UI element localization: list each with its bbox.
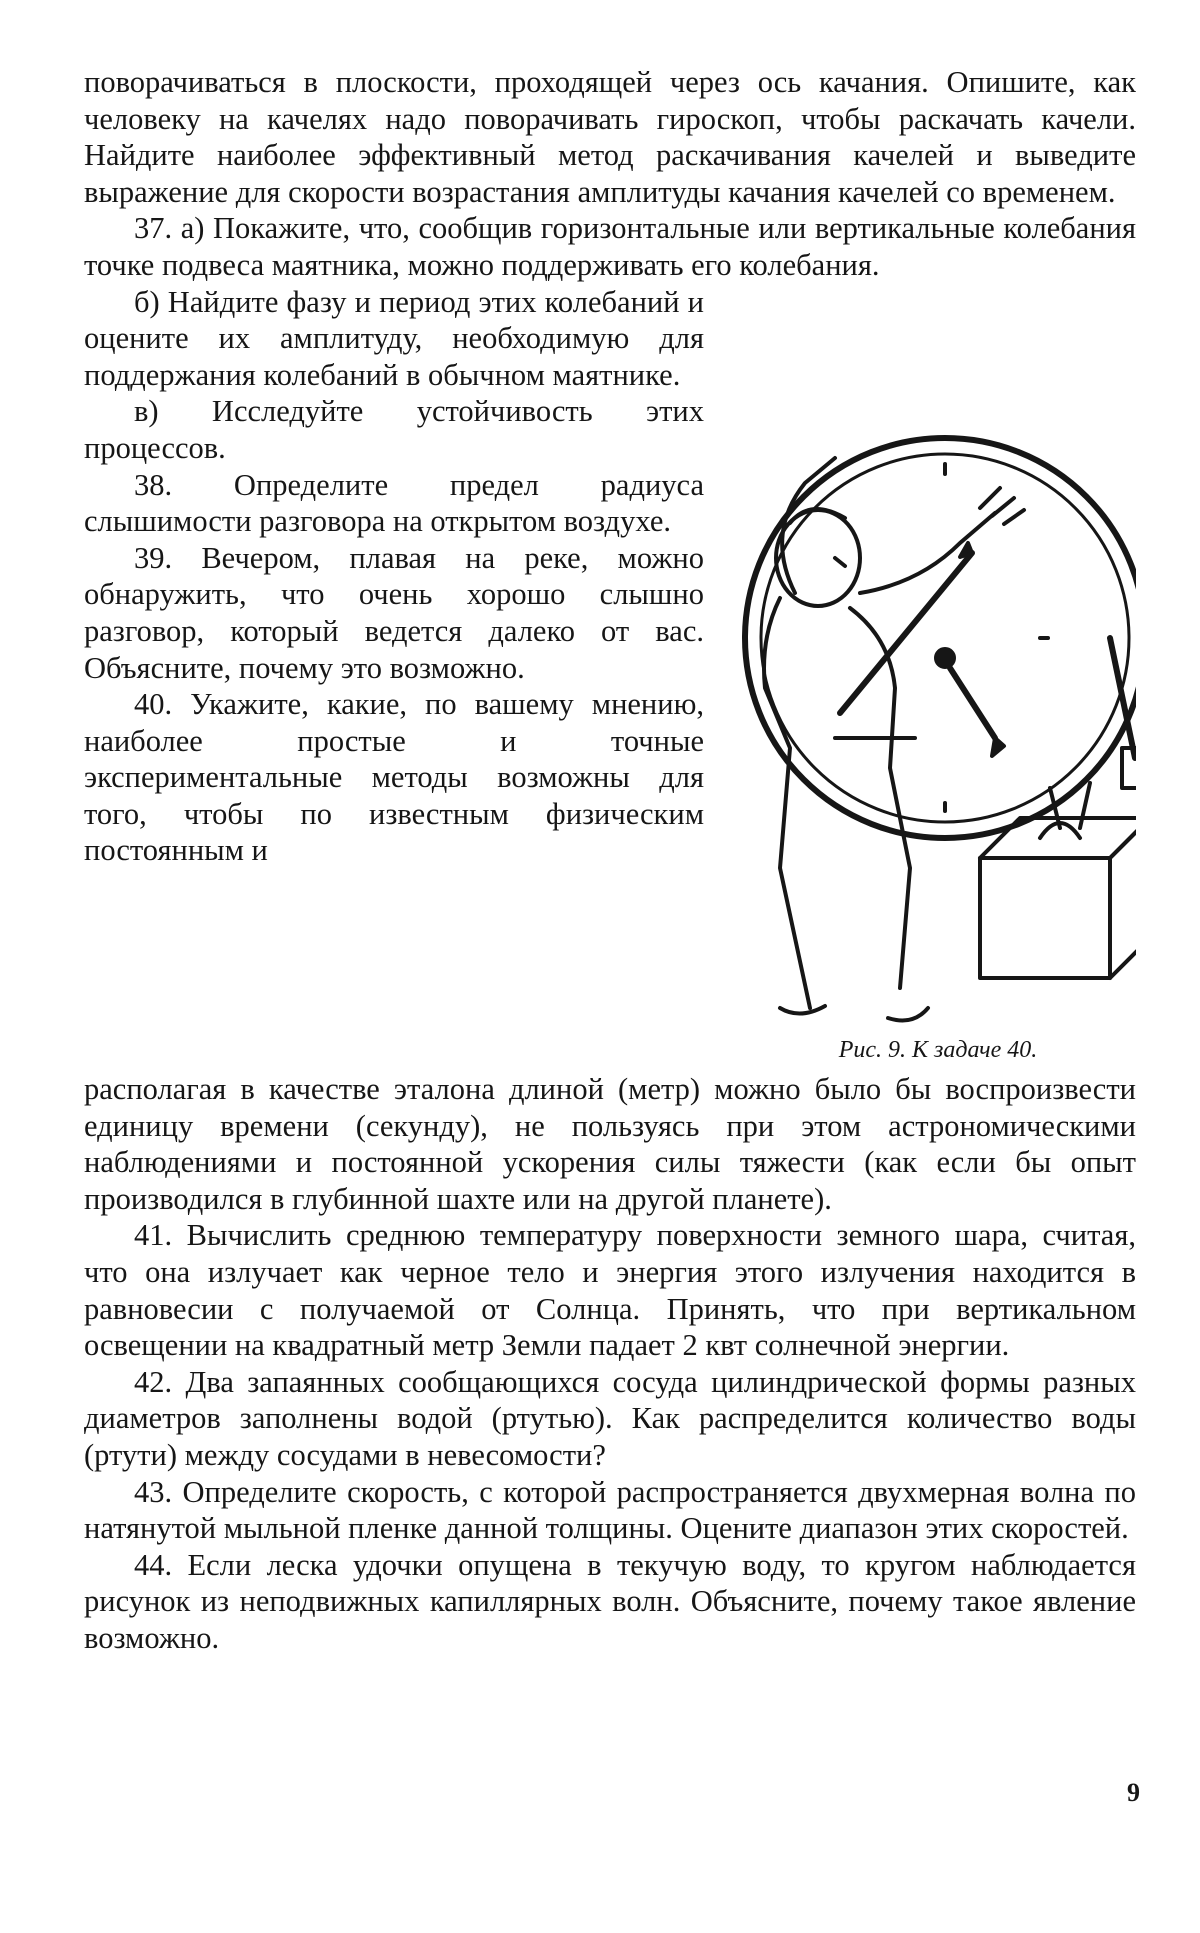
- problem-41: 41. Вычислить среднюю температуру поверхности земного шара, считая, что она излучает как черное тело и энергия этого излучения находится в равновесии с получаемой от Солнца. Принять, что при вертикальном освещении на квадратный метр Земли падает 2 квт солнечной энергии.: [84, 1218, 1136, 1363]
- page-number: 9: [1127, 1778, 1140, 1807]
- figure-caption: Рис. 9. К задаче 40.: [838, 1037, 1038, 1063]
- problem-40-start: 40. Укажите, какие, по вашему мнению, наиболее простые и точные экспериментальные методы возможны для того, чтобы по известным физическим постоянным и: [84, 687, 704, 868]
- worker-adjusting-clock-illustration: [740, 408, 1136, 1026]
- problem-37c: в) Исследуйте устойчивость этих процессов.: [84, 394, 704, 465]
- problem-37a: 37. а) Покажите, что, сообщив горизонтальные или вертикальные колебания точке подвеса маятника, можно поддерживать его колебания.: [84, 211, 1136, 282]
- problem-43: 43. Определите скорость, с которой распространяется двухмерная волна по натянутой мыльной пленке данной толщины. Оцените диапазон этих скоростей.: [84, 1474, 1136, 1546]
- problem-37b: б) Найдите фазу и период этих колебаний и оцените их амплитуду, необходимую для поддержания колебаний в обычном маятнике.: [84, 284, 704, 392]
- figure-9: [740, 408, 1136, 1063]
- problem-39: 39. Вечером, плавая на реке, можно обнаружить, что очень хорошо слышно разговор, который ведется далеко от вас. Объясните, почему это возможно.: [84, 540, 704, 685]
- intro-paragraph: поворачиваться в плоскости, проходящей через ось качания. Опишите, как человеку на качелях надо поворачивать гироскоп, чтобы раскачать качели. Найдите наиболее эффективный метод раскачивания качелей и выведите выражение для скорости возрастания амплитуды качания качелей со временем.: [84, 65, 1136, 209]
- problem-40-end: располагая в качестве эталона длиной (метр) можно было бы воспроизвести единицу времени (секунду), не пользуясь при этом астрономическими наблюдениями и постоянной ускорения силы тяжести (как если бы опыт производился в глубинной шахте или на другой планете).: [84, 1072, 1136, 1216]
- problem-38: 38. Определите предел радиуса слышимости разговора на открытом воздухе.: [84, 467, 704, 539]
- text-block-bottom: [84, 1071, 1136, 1657]
- problem-42: 42. Два запаянных сообщающихся сосуда цилиндрической формы разных диаметров заполнены водой (ртутью). Как распределится количество воды (ртути) между сосудами в невесомости?: [84, 1364, 1136, 1472]
- problem-44: 44. Если леска удочки опущена в текучую воду, то кругом наблюдается рисунок из неподвижных капиллярных волн. Объясните, почему такое явление возможно.: [84, 1547, 1136, 1655]
